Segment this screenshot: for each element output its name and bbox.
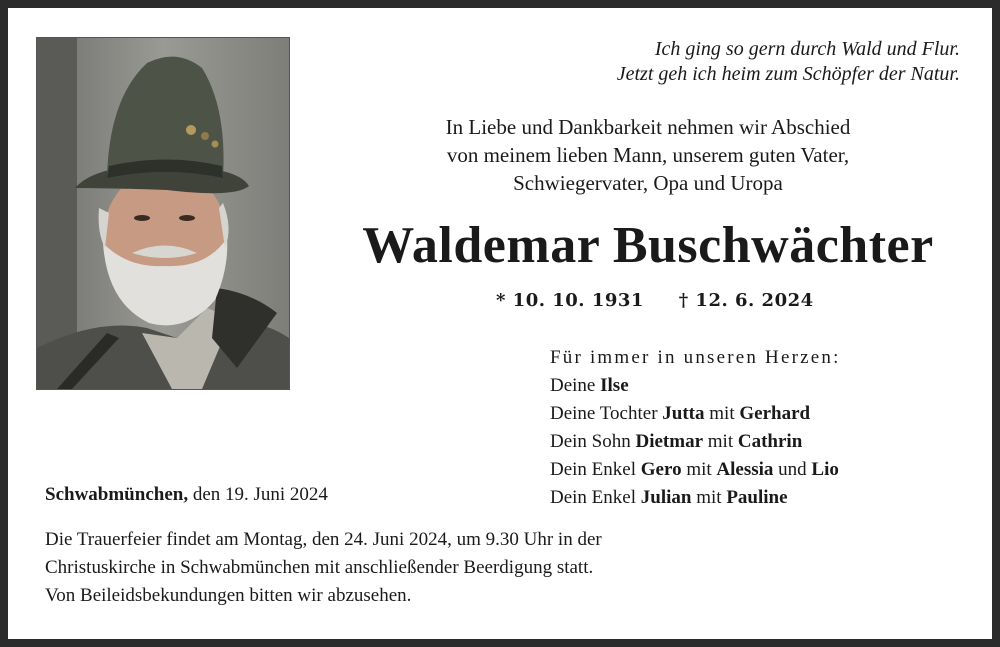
town: Schwabmünchen,	[45, 484, 189, 505]
life-dates	[496, 290, 814, 311]
family-list	[550, 344, 841, 512]
portrait-photo	[36, 37, 290, 390]
deceased-name: Waldemar Buschwächter	[362, 217, 934, 274]
family-name: Pauline	[726, 487, 788, 508]
family-row	[550, 456, 841, 484]
relation: Dein Enkel	[550, 459, 641, 480]
birth-date: * 10. 10. 1931	[496, 290, 644, 311]
relation: Dein Enkel	[550, 487, 641, 508]
verse-line-2: Jetzt geh ich heim zum Schöpfer der Natur.	[616, 63, 960, 85]
connector: mit	[703, 431, 738, 452]
connector: mit	[681, 459, 717, 480]
intro-line-2: von meinem lieben Mann, unserem guten Vater,	[446, 143, 850, 167]
condolence-note: Von Beileidsbekundungen bitten wir abzusehen.	[45, 585, 412, 606]
family-name: Julian	[640, 487, 692, 508]
family-name: Cathrin	[737, 431, 803, 452]
intro-text	[348, 113, 948, 197]
family-row	[550, 484, 841, 512]
connector: mit	[691, 487, 727, 508]
death-date: † 12. 6. 2024	[678, 290, 814, 311]
verse	[617, 37, 960, 87]
family-name: Alessia	[716, 459, 774, 480]
family-row	[550, 428, 841, 456]
family-name: Gero	[640, 459, 682, 480]
family-heading: Für immer in unseren Herzen:	[550, 347, 841, 368]
notice-date: den 19. Juni 2024	[188, 484, 328, 505]
funeral-line-1: Die Trauerfeier findet am Montag, den 24. Juni 2024, um 9.30 Uhr in der	[45, 529, 602, 550]
intro-line-1: In Liebe und Dankbarkeit nehmen wir Abschied	[445, 115, 851, 139]
funeral-line-2: Christuskirche in Schwabmünchen mit anschließender Beerdigung statt.	[45, 557, 594, 578]
relation: Deine Tochter	[550, 403, 663, 424]
portrait-image	[37, 38, 289, 389]
family-name: Ilse	[600, 375, 629, 396]
family-row	[550, 372, 841, 400]
funeral-info	[45, 526, 602, 582]
connector: mit	[704, 403, 740, 424]
place-and-date	[45, 484, 328, 506]
intro-line-3: Schwiegervater, Opa und Uropa	[513, 171, 783, 195]
family-name: Jutta	[662, 403, 705, 424]
relation: Deine	[550, 375, 601, 396]
family-name: Lio	[811, 459, 839, 480]
relation: Dein Sohn	[550, 431, 636, 452]
family-name: Gerhard	[739, 403, 811, 424]
family-row	[550, 400, 841, 428]
connector: und	[773, 459, 812, 480]
verse-line-1: Ich ging so gern durch Wald und Flur.	[654, 38, 960, 60]
family-name: Dietmar	[635, 431, 704, 452]
